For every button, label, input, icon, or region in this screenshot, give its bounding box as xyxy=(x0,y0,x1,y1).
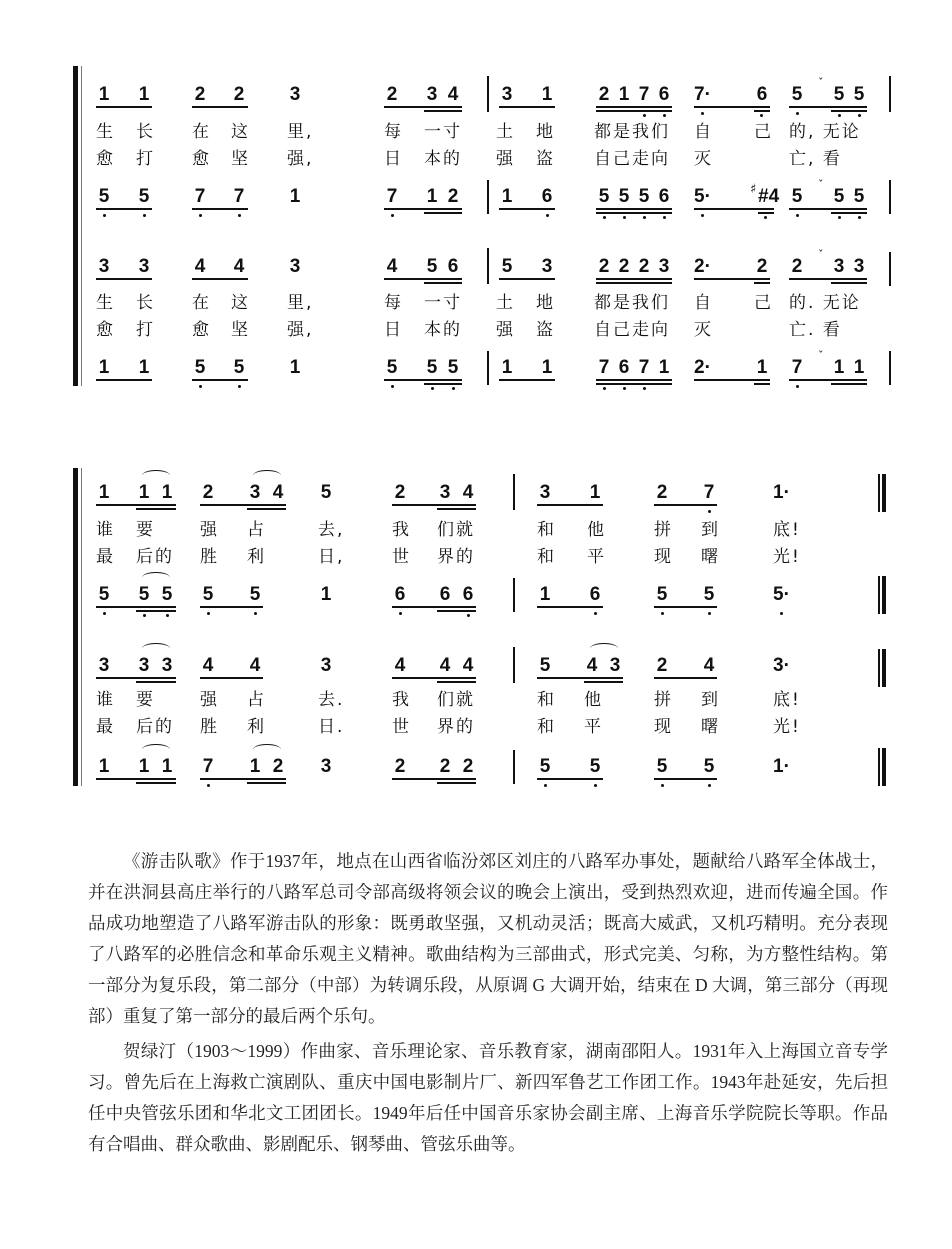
note: 5 xyxy=(656,584,668,605)
part2-lower-notes-row xyxy=(0,756,952,796)
note: 1 xyxy=(501,357,513,378)
note: 3 xyxy=(853,256,865,277)
note: 5 xyxy=(589,756,601,777)
note: 5 xyxy=(656,756,668,777)
note: 1 xyxy=(138,482,150,503)
note: 1 xyxy=(539,584,551,605)
note: 5 xyxy=(703,584,715,605)
note: 5 xyxy=(320,482,332,503)
note: 4 xyxy=(249,655,261,676)
note: 7 xyxy=(638,357,650,378)
paragraph-song-description: 《游击队歌》作于1937年，地点在山西省临汾郊区刘庄的八路军办事处，题献给八路军全体战士，并在洪洞县高庄举行的八路军总司令部高级将领会议的晚会上演出，受到热烈欢迎，进而传遍全国。作品成功地塑造了八路军游击队的形象：既勇敢坚强，又机动灵活；既高大威武，又机巧精明。充分表现了八路军的必胜信念和革命乐观主义精神。歌曲结构为三部曲式，形式完美、匀称，为方整性结构。第一部分为复乐段，第二部分（中部）为转调乐段，从原调 G 大调开始，结束在 D 大调，第三部分（再现部）重复了第一部分的最后两个乐句。 xyxy=(88,851,888,1026)
note: 2 xyxy=(394,756,406,777)
note: 6 xyxy=(541,186,553,207)
note: 7· xyxy=(694,84,711,105)
barline xyxy=(487,180,489,214)
note: 1 xyxy=(98,756,110,777)
note: 1 xyxy=(138,84,150,105)
note: 5 xyxy=(539,756,551,777)
part1-lyrics-verse1: 生 长 在 这 里, 每 一寸 土 地 都是我们 自 己 的, 无论 xyxy=(96,122,861,142)
note: 5 xyxy=(833,84,845,105)
note: 5 xyxy=(598,186,610,207)
part1-lyrics-verse1: 谁 要 强 占 去, 我 们就 和 他 拼 到 底! xyxy=(96,520,801,540)
note: 7 xyxy=(703,482,715,503)
note: 1 xyxy=(138,357,150,378)
note: 4 xyxy=(386,256,398,277)
note: 3 xyxy=(426,84,438,105)
note: 5· xyxy=(773,584,790,605)
note: 1 xyxy=(98,357,110,378)
tie-icon xyxy=(142,572,170,583)
note: 1 xyxy=(98,84,110,105)
note: 1 xyxy=(501,186,513,207)
note: 2 xyxy=(598,256,610,277)
note: 1 xyxy=(249,756,261,777)
note: 5 xyxy=(138,186,150,207)
note: 2 xyxy=(756,256,768,277)
note: 2 xyxy=(462,756,474,777)
part1-notes-row xyxy=(0,482,952,522)
note: 2 xyxy=(233,84,245,105)
note: 3 xyxy=(439,482,451,503)
barline xyxy=(889,76,891,112)
part1-lower-notes-row xyxy=(0,584,952,624)
note: 1 xyxy=(756,357,768,378)
barline xyxy=(513,474,515,510)
part2-notes-row xyxy=(0,655,952,695)
note: 5 xyxy=(618,186,630,207)
note: 3 xyxy=(161,655,173,676)
part1-notes-row xyxy=(0,76,952,124)
note: 5 xyxy=(853,84,865,105)
note: 3 xyxy=(833,256,845,277)
breath-mark-icon: ˇ xyxy=(818,178,824,191)
note: 4 xyxy=(703,655,715,676)
part1-lower-notes-row xyxy=(0,178,952,226)
part2-lyrics-verse2: 最 后的 胜 利 日. 世 界的 和 平 现 曙 光! xyxy=(96,717,801,737)
final-barline xyxy=(878,748,886,786)
note: 3 xyxy=(609,655,621,676)
note: 1 xyxy=(289,357,301,378)
barline xyxy=(487,76,489,112)
note: 1 xyxy=(426,186,438,207)
note: 2 xyxy=(598,84,610,105)
note: 4 xyxy=(586,655,598,676)
note: 5 xyxy=(426,256,438,277)
note: 1 xyxy=(161,482,173,503)
barline xyxy=(487,351,489,385)
commentary-text xyxy=(88,846,888,1160)
barline xyxy=(513,578,515,612)
note: 5 xyxy=(249,584,261,605)
note: 5· xyxy=(694,186,711,207)
barline xyxy=(513,647,515,683)
note: 1 xyxy=(618,84,630,105)
note: 5 xyxy=(539,655,551,676)
barline xyxy=(889,252,891,286)
note: 5 xyxy=(447,357,459,378)
note: 2 xyxy=(386,84,398,105)
note: 2 xyxy=(638,256,650,277)
note: 5 xyxy=(853,186,865,207)
note: 6 xyxy=(394,584,406,605)
note: 3 xyxy=(320,756,332,777)
note: 4 xyxy=(462,655,474,676)
note: 3 xyxy=(98,655,110,676)
note: 3 xyxy=(138,655,150,676)
note: 4 xyxy=(202,655,214,676)
note: 2 xyxy=(656,482,668,503)
note: 4 xyxy=(394,655,406,676)
note: 3 xyxy=(289,256,301,277)
note: 5 xyxy=(202,584,214,605)
note: 5 xyxy=(833,186,845,207)
note: 6 xyxy=(439,584,451,605)
note: 5 xyxy=(791,84,803,105)
part2-lower-notes-row xyxy=(0,349,952,397)
note: 5 xyxy=(233,357,245,378)
note: 3· xyxy=(773,655,790,676)
note: 5 xyxy=(194,357,206,378)
note: 2 xyxy=(394,482,406,503)
note: 5 xyxy=(138,584,150,605)
note: 5 xyxy=(161,584,173,605)
note: 6 xyxy=(589,584,601,605)
note: 5 xyxy=(501,256,513,277)
note: 6 xyxy=(658,84,670,105)
note: 2 xyxy=(194,84,206,105)
note: 1 xyxy=(658,357,670,378)
part2-lyrics-verse2: 愈 打 愈 坚 强, 日 本的 强 盗 自己走向 灭 亡. 看 xyxy=(96,320,842,340)
note: 3 xyxy=(658,256,670,277)
note: 1 xyxy=(161,756,173,777)
note: 4 xyxy=(447,84,459,105)
tie-icon xyxy=(142,744,170,755)
part1-lyrics-verse2: 愈 打 愈 坚 强, 日 本的 强 盗 自己走向 灭 亡, 看 xyxy=(96,149,842,169)
note: 3 xyxy=(539,482,551,503)
barline xyxy=(513,750,515,784)
note: 3 xyxy=(289,84,301,105)
note: 5 xyxy=(426,357,438,378)
note: 3 xyxy=(98,256,110,277)
part2-notes-row xyxy=(0,248,952,296)
note: 1· xyxy=(773,482,790,503)
tie-icon xyxy=(142,643,170,654)
note: 3 xyxy=(320,655,332,676)
note: 1 xyxy=(541,357,553,378)
paragraph-composer-bio: 贺绿汀（1903～1999）作曲家、音乐理论家、音乐教育家，湖南邵阳人。1931年入上海国立音专学习。曾先后在上海救亡演剧队、重庆中国电影制片厂、新四军鲁艺工作团工作。1943年赴延安，先后担任中央管弦乐团和华北文工团团长。1949年后任中国音乐家协会副主席、上海音乐学院院长等职。作品有合唱曲、群众歌曲、影剧配乐、钢琴曲、管弦乐曲等。 xyxy=(88,1041,888,1154)
note: 7 xyxy=(202,756,214,777)
part2-lyrics-verse1: 谁 要 强 占 去. 我 们就 和 他 拼 到 底! xyxy=(96,690,801,710)
note: 1 xyxy=(98,482,110,503)
barline xyxy=(487,248,489,284)
note: 7 xyxy=(386,186,398,207)
note: 2 xyxy=(439,756,451,777)
note: 2· xyxy=(694,256,711,277)
note: 7 xyxy=(638,84,650,105)
note: 6 xyxy=(658,186,670,207)
note: 2 xyxy=(656,655,668,676)
note: 4 xyxy=(272,482,284,503)
sharp-icon: ♯ xyxy=(750,182,757,197)
note: 7 xyxy=(598,357,610,378)
note: 3 xyxy=(501,84,513,105)
note: 6 xyxy=(618,357,630,378)
tie-icon xyxy=(253,744,281,755)
note: 7 xyxy=(233,186,245,207)
barline xyxy=(889,351,891,385)
note: 6 xyxy=(462,584,474,605)
note: 2· xyxy=(694,357,711,378)
note: 1 xyxy=(138,756,150,777)
note: 4 xyxy=(439,655,451,676)
part1-lyrics-verse2: 最 后的 胜 利 日, 世 界的 和 平 现 曙 光! xyxy=(96,547,801,567)
note: 1· xyxy=(773,756,790,777)
breath-mark-icon: ˇ xyxy=(818,349,824,362)
note: 1 xyxy=(541,84,553,105)
note: 1 xyxy=(833,357,845,378)
note: 2 xyxy=(202,482,214,503)
tie-icon xyxy=(253,470,281,481)
part2-lyrics-verse1: 生 长 在 这 里, 每 一寸 土 地 都是我们 自 己 的. 无论 xyxy=(96,293,861,313)
note: 4 xyxy=(194,256,206,277)
note: 1 xyxy=(853,357,865,378)
final-barline xyxy=(878,576,886,614)
breath-mark-icon: ˇ xyxy=(818,76,824,89)
barline xyxy=(889,180,891,214)
note: 5 xyxy=(791,186,803,207)
note: 7 xyxy=(791,357,803,378)
final-barline xyxy=(878,649,886,687)
note: 1 xyxy=(320,584,332,605)
note: #4 xyxy=(758,186,780,207)
note: 7 xyxy=(194,186,206,207)
note: 5 xyxy=(638,186,650,207)
breath-mark-icon: ˇ xyxy=(818,248,824,261)
tie-icon xyxy=(590,643,618,654)
final-barline xyxy=(878,474,886,512)
note: 4 xyxy=(233,256,245,277)
note: 2 xyxy=(618,256,630,277)
note: 3 xyxy=(138,256,150,277)
note: 1 xyxy=(589,482,601,503)
note: 5 xyxy=(703,756,715,777)
note: 2 xyxy=(272,756,284,777)
note: 3 xyxy=(249,482,261,503)
note: 1 xyxy=(289,186,301,207)
note: 5 xyxy=(386,357,398,378)
note: 2 xyxy=(447,186,459,207)
note: 3 xyxy=(541,256,553,277)
note: 6 xyxy=(756,84,768,105)
note: 4 xyxy=(462,482,474,503)
note: 2 xyxy=(791,256,803,277)
tie-icon xyxy=(142,470,170,481)
note: 5 xyxy=(98,186,110,207)
note: 6 xyxy=(447,256,459,277)
note: 5 xyxy=(98,584,110,605)
